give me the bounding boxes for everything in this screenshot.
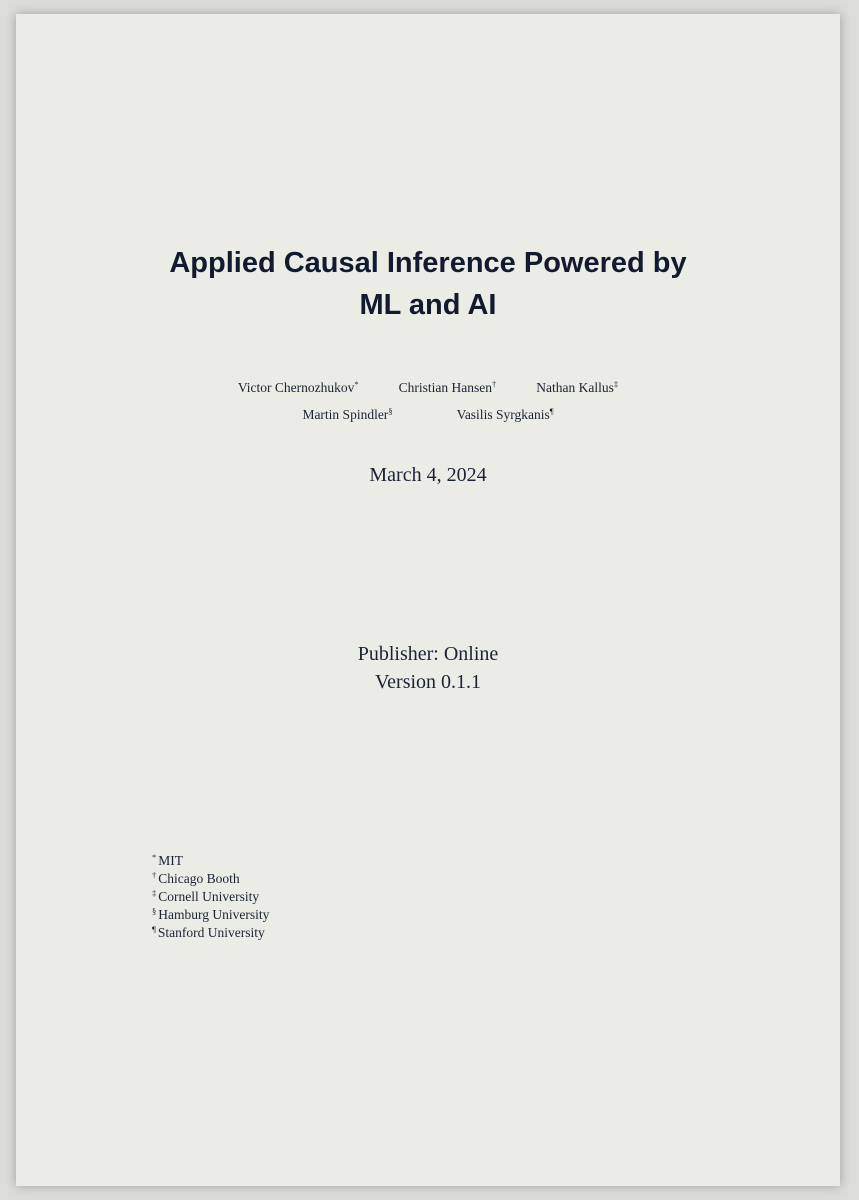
author: Christian Hansen† bbox=[398, 379, 497, 395]
footnote-mark: § bbox=[388, 406, 393, 416]
affiliation-item: ‡ Cornell University bbox=[152, 888, 260, 904]
title-line-2: ML and AI bbox=[359, 289, 497, 321]
author: Victor Chernozhukov* bbox=[237, 379, 359, 395]
footnote-mark: † bbox=[492, 379, 497, 389]
affiliation-item: † Chicago Booth bbox=[152, 870, 240, 886]
footnote-mark: ¶ bbox=[549, 406, 554, 416]
document-title bbox=[16, 242, 840, 326]
version-line: Version 0.1.1 bbox=[374, 671, 482, 693]
footnote-mark: * bbox=[354, 379, 359, 389]
title-line-1: Applied Causal Inference Powered by bbox=[169, 247, 687, 279]
affiliation-item: § Hamburg University bbox=[152, 906, 270, 922]
author: Vasilis Syrgkanis¶ bbox=[456, 406, 554, 422]
author: Martin Spindler§ bbox=[302, 406, 393, 422]
author-row-2 bbox=[16, 401, 840, 428]
publisher-block bbox=[16, 640, 840, 696]
document-page bbox=[16, 14, 840, 1186]
document-date: March 4, 2024 bbox=[369, 464, 487, 486]
footnote-mark: ‡ bbox=[613, 379, 619, 389]
affiliation-item: * MIT bbox=[152, 852, 183, 868]
affiliation-item: ¶ Stanford University bbox=[152, 924, 265, 940]
author: Nathan Kallus‡ bbox=[536, 379, 619, 395]
affiliation-footnotes bbox=[152, 852, 269, 942]
author-list bbox=[16, 374, 840, 428]
author-row-1 bbox=[16, 374, 840, 401]
publisher-line: Publisher: Online bbox=[357, 643, 499, 665]
